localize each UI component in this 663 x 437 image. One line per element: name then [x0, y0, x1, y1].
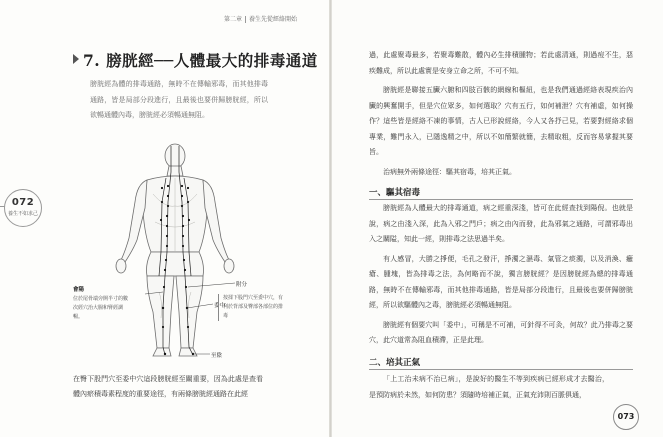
paragraph: 膀胱經為人體最大的排毒通道，病之經重深淺，皆可在此經查找到陽倪。也就是說，病之由淺入深，此為入邪之門戶；病之由內而發，此為邪氣之通路，可謂邪毒出入之關隘，知此一經，則排毒之法思過半矣。: [369, 204, 633, 243]
heading-cultivate-qi: 二、培其正氣: [369, 358, 421, 368]
figure-caption: 在臀下股門穴至委中穴這段膀胱經至關重要，因為此處是查看體內瘀積毒素程度的重要途徑，有兩條膀胱經通路在此經: [73, 375, 263, 398]
callout-weizhong: 按揉下股門穴至委中穴，有利於背部及臀部各部位的排毒: [218, 294, 283, 321]
meridian-figure: [95, 142, 265, 367]
paragraph: 「上工治未病不治已病」，是說好的醫生不等到疾病已經形成才去醫治，是預防病於未然，如何防患？須隨時培補正氣，正氣充沛則百脈俱通，: [369, 375, 609, 399]
chapter-label: 第二章: [224, 16, 243, 23]
heading-rule: [369, 199, 633, 200]
point-label-zhiyin: 至陰: [211, 353, 223, 359]
callout-huiyang-title: 會陽: [73, 287, 85, 293]
body-text-mid: [369, 201, 633, 349]
header-divider: [245, 16, 246, 23]
paragraph: 膀胱經是聯接五臟六腑和四肢百骸的網線和樞紐，也是我們通過經絡表現疾治內臟的興奮開手，但是穴位眾多，如何選取？穴有五行，如何補泄？穴有補虛，如何操作？這些皆是經絡不凍的事情，古人已形說經絡，今人又各抒己見，若要對經絡求個專業，難門永入，已隱逸精之中，所以不如簡繁就簡，去精取粗，反而容易掌握其要旨。: [369, 86, 633, 156]
body-back-illustration: [95, 142, 265, 367]
paragraph: 治病無外兩條途徑：驅其宿毒，培其正氣。: [383, 167, 516, 176]
paragraph: 膀胱經有個要穴叫「委中」，可稱是不可補，可針得不可灸，何故？此乃排毒之要穴，此穴道常為阻血積滯，正是此理。: [369, 320, 633, 344]
callout-huiyang: [73, 286, 131, 322]
heading-rule: [369, 369, 633, 370]
page-number: 073: [613, 404, 639, 430]
point-label-weizhong: 委中: [214, 303, 226, 309]
chapter-title: 養生先從經絡開始: [249, 16, 298, 23]
section-intro: 膀胱經為體的排毒通路，無時不在傳輸邪毒，而其他排毒通路，皆是局部分段進行，且最後也要併歸膀胱經，所以欲暢通體內毒，膀胱經必須暢通無阻。: [90, 80, 268, 119]
title-arrow-icon: [73, 54, 79, 64]
book-gutter: [329, 0, 332, 437]
heading-expel-toxins: 一、驅其宿毒: [369, 188, 421, 198]
running-header: [224, 14, 297, 23]
side-tab-number: 072: [11, 197, 35, 208]
side-tab: [4, 189, 42, 227]
body-text-bottom: [369, 372, 609, 403]
section-title: [73, 49, 318, 71]
side-tab-label: 養生不如求己: [7, 211, 38, 217]
point-label-fufen: 附分: [236, 282, 248, 288]
section-title-text: 7. 膀胱經──人體最大的排毒通道: [83, 51, 318, 70]
body-text-top: [369, 48, 633, 180]
paragraph: 過，此處聚毒最多，若聚毒難散，體內必生排積腫物；若此處清通，則過痘不生，惡疾難成，所以此處實是安身立命之所，不可不知。: [369, 51, 633, 75]
paragraph: 有人感冒，大勝之掙便，毛孔之發汗，掙濁之濕毒、氣管之痰濁，以及消渙、癰瘡、腫塊，皆為排毒之法，為何略而不說，獨言膀胱經？是因膀胱經為總的排毒通路，無時不在傳輸邪毒，而其他排毒通路，皆是局部分段進行，且最後也要併歸膀胱經，所以欲驅體內之毒，膀胱經必須暢通無阻。: [369, 254, 633, 309]
callout-huiyang-body: 位於尾骨端旁開半寸的數次經穴治大腸和腎經調暢。: [73, 296, 129, 320]
